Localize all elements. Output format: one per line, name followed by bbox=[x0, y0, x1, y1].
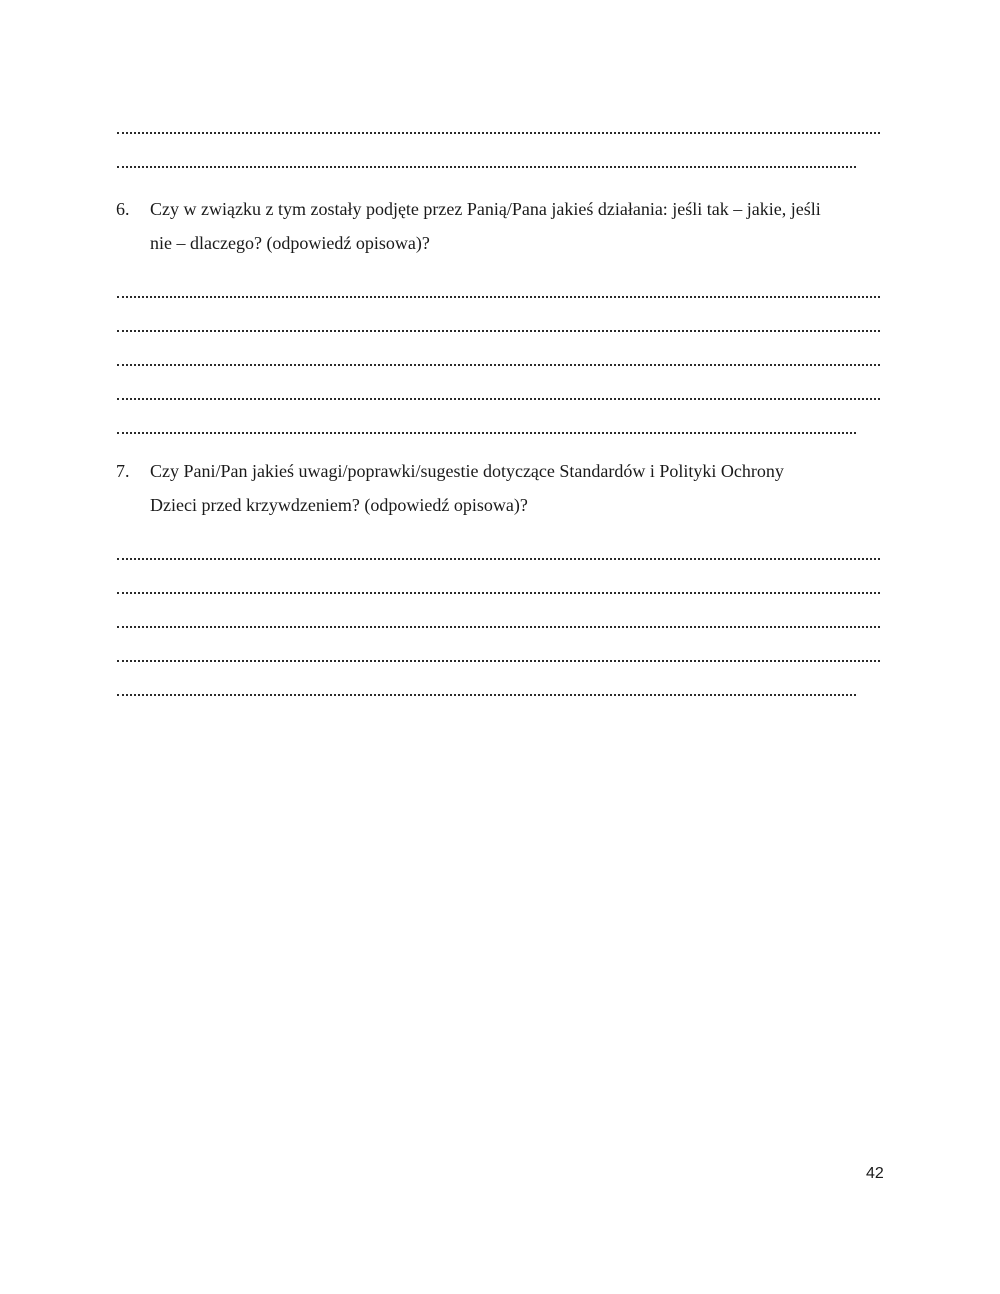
answer-line bbox=[117, 384, 880, 400]
question-7-text-line-2: Dzieci przed krzywdzeniem? (odpowiedź opisowa)? bbox=[150, 495, 528, 515]
answer-line bbox=[117, 646, 880, 662]
answer-line bbox=[117, 316, 880, 332]
answer-line bbox=[117, 118, 880, 134]
question-6-text-line-2: nie – dlaczego? (odpowiedź opisowa)? bbox=[150, 233, 430, 253]
question-7-text-line-1: Czy Pani/Pan jakieś uwagi/poprawki/sugestie dotyczące Standardów i Polityki Ochrony bbox=[150, 461, 784, 481]
question-6-text-line-1: Czy w związku z tym zostały podjęte przez Panią/Pana jakieś działania: jeśli tak – jakie, jeśli bbox=[150, 199, 821, 219]
question-7-number: 7. bbox=[116, 461, 130, 481]
answer-line bbox=[117, 418, 856, 434]
answer-line bbox=[117, 612, 880, 628]
answer-line bbox=[117, 578, 880, 594]
answer-line bbox=[117, 350, 880, 366]
page-number: 42 bbox=[866, 1165, 884, 1182]
answer-line bbox=[117, 152, 856, 168]
answer-line bbox=[117, 680, 856, 696]
answer-line bbox=[117, 544, 880, 560]
question-6-number: 6. bbox=[116, 199, 130, 219]
answer-line bbox=[117, 282, 880, 298]
